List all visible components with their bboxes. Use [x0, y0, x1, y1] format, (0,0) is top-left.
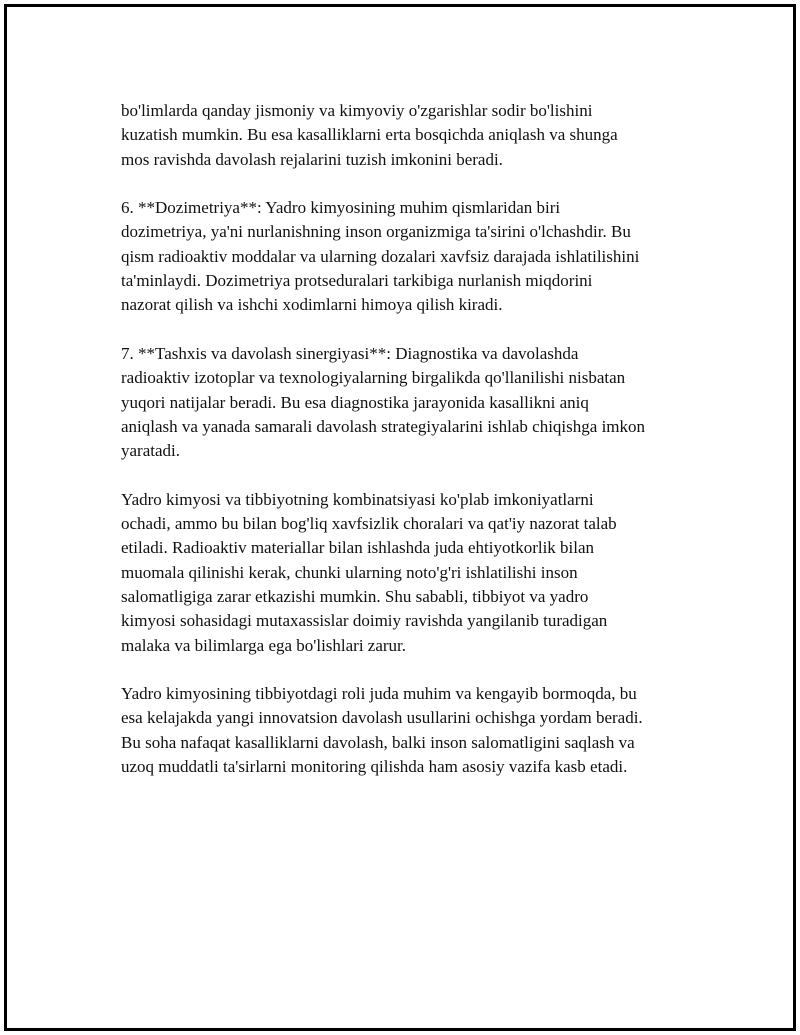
paragraph-continuation: bo'limlarda qanday jismoniy va kimyoviy o'zgarishlar sodir bo'lishini kuzatish mumkin. Bu esa kasalliklarni erta bosqichda aniqlash va shunga mos ravishda davolash rejalarini tuzish imkonini beradi. [121, 101, 618, 169]
paragraph-tashxis-sinergiyasi: 7. **Tashxis va davolash sinergiyasi**: Diagnostika va davolashda radioaktiv izotoplar va texnologiyalarning birgalikda qo'llanilishi nisbatan yuqori natijalar beradi. Bu esa diagnostika jarayonida kasallikni aniq aniqlash va yanada samarali davolash strategiyalarini ishlab chiqishga imkon yaratadi. [121, 343, 646, 461]
paragraph-kombinatsiya: Yadro kimyosi va tibbiyotning kombinatsiyasi ko'plab imkoniyatlarni ochadi, ammo bu bilan bog'liq xavfsizlik choralari va qat'iy nazorat talab etiladi. Radioaktiv materiallar bilan ishlashda juda ehtiyotkorlik bilan muomala qilinishi kerak, chunki ularning noto'g'ri ishlatilishi inson salomatligiga zarar etkazishi mumkin. Shu sababli, tibbiyot va yadro kimyosi sohasidagi mutaxassislar doimiy ravishda yangilanib turadigan malaka va bilimlarga ega bo'lishlari zarur. [121, 489, 617, 655]
document-body [121, 99, 701, 804]
paragraph-xulosa: Yadro kimyosining tibbiyotdagi roli juda muhim va kengayib bormoqda, bu esa kelajakda yangi innovatsion davolash usullarini ochishga yordam beradi. Bu soha nafaqat kasalliklarni davolash, balki inson salomatligini saqlash va uzoq muddatli ta'sirlarni monitoring qilishda ham asosiy vazifa kasb etadi. [121, 684, 643, 777]
page-frame [4, 4, 796, 1031]
paragraph-dozimetriya: 6. **Dozimetriya**: Yadro kimyosining muhim qismlaridan biri dozimetriya, ya'ni nurlanishning inson organizmiga ta'sirini o'lchashdir. Bu qism radioaktiv moddalar va ularning dozalari xavfsiz darajada ishlatilishini ta'minlaydi. Dozimetriya protseduralari tarkibiga nurlanish miqdorini nazorat qilish va ishchi xodimlarni himoya qilish kiradi. [121, 198, 640, 315]
